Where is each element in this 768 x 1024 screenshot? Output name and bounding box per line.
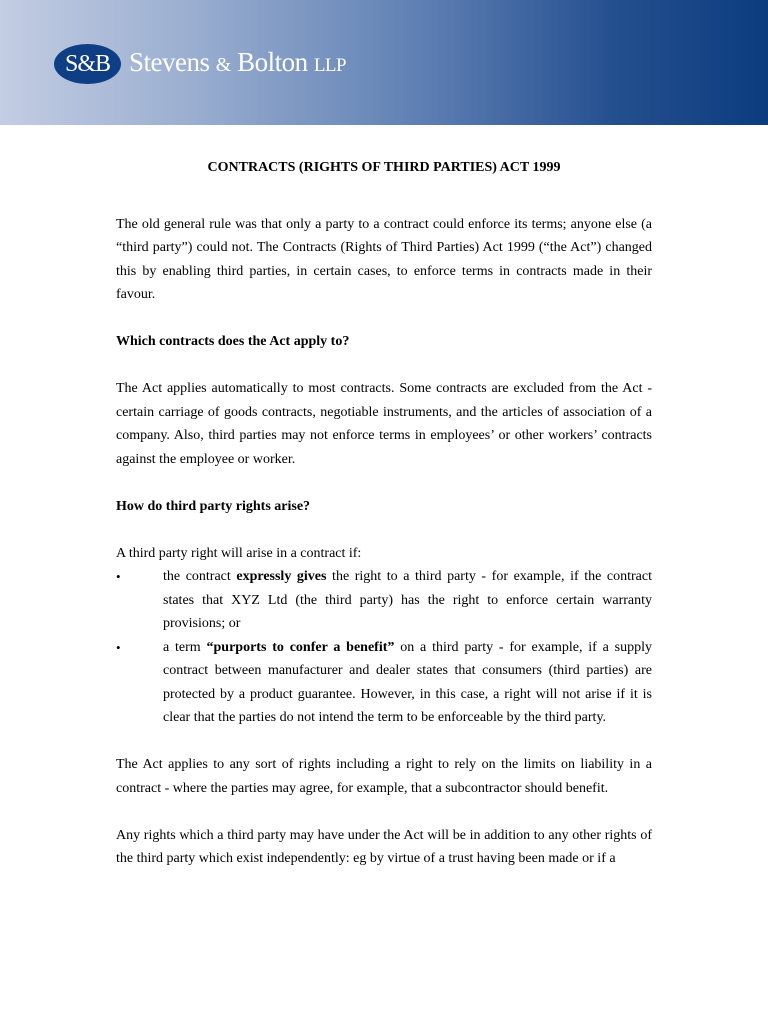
emphasis-text: “purports to confer a benefit” (206, 639, 395, 655)
page-title: CONTRACTS (RIGHTS OF THIRD PARTIES) ACT 1999 (207, 160, 561, 175)
section-heading-rights: How do third party rights arise? (116, 498, 311, 514)
logo-llp: LLP (313, 55, 347, 76)
bullet-icon: • (116, 639, 121, 655)
list-item: • the contract expressly gives the right to a third party - for example, if the contract states that XYZ Ltd (the third party) has the right to enforce certain warranty provisions; or (116, 565, 652, 636)
logo-ampersand: & (215, 54, 231, 76)
scope-paragraph: The Act applies automatically to most contracts. Some contracts are excluded from the Act - certain carriage of goods contracts, negotiable instruments, and the articles of association of a company. Also, third parties may not enforce terms in employees’ or other workers’ contracts against the employee or worker. (116, 381, 652, 467)
section-heading-scope: Which contracts does the Act apply to? (116, 334, 350, 349)
additional-rights-paragraph: Any rights which a third party may have under the Act will be in addition to any other rights of the third party which exist independently: eg by virtue of a trust having been made or if a (116, 827, 652, 866)
logo-wordmark (129, 42, 346, 86)
list-item: • a term “purports to confer a benefit” on a third party - for example, if a supply contract between manufacturer and dealer states that consumers (third parties) are protected by a product guarantee. However, in this case, a right will not arise if it is clear that the parties do not intend the term to be enforceable by the third party. (116, 636, 652, 730)
liability-paragraph: The Act applies to any sort of rights including a right to rely on the limits on liability in a contract - where the parties may agree, for example, that a subcontractor should benefit. (116, 757, 652, 796)
intro-paragraph: The old general rule was that only a party to a contract could enforce its terms; anyone else (a “third party”) could not. The Contracts (Rights of Third Parties) Act 1999 (“the Act”) changed this by enabling third parties, in certain cases, to enforce terms in contracts made in their favour. (116, 216, 652, 302)
emphasis-text: expressly gives (236, 569, 327, 584)
logo-name-first: Stevens (129, 47, 210, 77)
bullet-icon: • (116, 569, 121, 584)
firm-logo (54, 42, 346, 86)
list-intro: A third party right will arise in a contract if: (116, 545, 362, 561)
document-body (116, 156, 652, 871)
logo-name-second: Bolton (237, 47, 308, 77)
conditions-list (116, 565, 652, 730)
logo-mark: S&B (54, 44, 121, 84)
header-banner (0, 0, 768, 125)
